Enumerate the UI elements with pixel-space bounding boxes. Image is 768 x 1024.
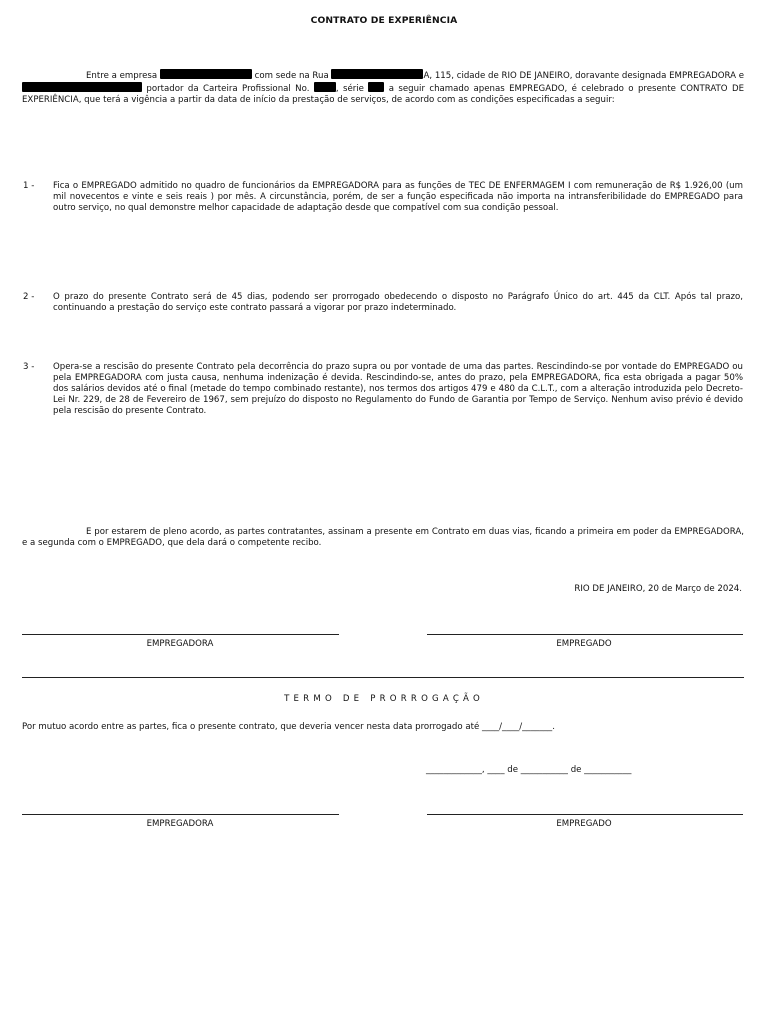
closing-paragraph [22, 527, 744, 549]
closing-text: E por estarem de pleno acordo, as partes contratantes, assinam a presente em Contrato em duas vias, ficando a primeira em poder da EMPREGADORA, e a segunda com o EMPREGADO, que dela dará o competente recibo. [22, 527, 744, 548]
redaction-bar [331, 69, 423, 79]
intro-text-6: a seguir chamado apenas EMPREGADO, é celebrado o presente CONTRATO DE EXPERIÊNCIA, que terá a vigência a partir da data de início da prestação de serviços, de acordo com as condições especificadas a seguir: [22, 84, 745, 105]
document-title: CONTRATO DE EXPERIÊNCIA [310, 15, 458, 26]
intro-text-4: portador da Carteira Profissional No. [146, 84, 310, 94]
extension-employee-label: EMPREGADO [556, 819, 612, 829]
date-line: RIO DE JANEIRO, 20 de Março de 2024. [574, 584, 742, 594]
redaction-bar [368, 82, 384, 92]
redaction-bar [22, 82, 142, 92]
clause-number-1: 1 - [23, 181, 35, 191]
clause-number-3: 3 - [23, 362, 35, 372]
intro-text-5: série [342, 84, 364, 94]
employer-signature-label: EMPREGADORA [146, 639, 214, 649]
clause-text-1: Fica o EMPREGADO admitido no quadro de funcionários da EMPREGADORA para as funções de TEC DE ENFERMAGEM I com remuneração de R$ 1.926,00 (um mil novecentos e vinte e seis reais ) por mês. A circunstância, porém, de ser a função especificada não importa na intransferibilidade do EMPREGADO para outro serviço, no qual demonstre melhor capacidade de adaptação desde que compatível com sua condição pessoal. [53, 181, 743, 213]
employer-signature-line [22, 634, 339, 635]
extension-employer-signature-line [22, 814, 339, 815]
clause-number-2: 2 - [23, 292, 35, 302]
redaction-bar [314, 82, 336, 92]
employee-signature-line [427, 634, 743, 635]
intro-text-3: A, 115, cidade de RIO DE JANEIRO, doravante designada EMPREGADORA e [423, 71, 745, 81]
extension-employee-signature-line [427, 814, 743, 815]
intro-text-1: Entre a empresa [86, 71, 158, 81]
redaction-bar [160, 69, 252, 79]
section-divider [22, 677, 744, 678]
intro-text-2: com sede na Rua [254, 71, 329, 81]
extension-employer-label: EMPREGADORA [146, 819, 214, 829]
extension-text: Por mutuo acordo entre as partes, fica o presente contrato, que deveria vencer nesta data prorrogado até ____/____/_______. [22, 722, 555, 732]
extension-heading: TERMO DE PRORROGAÇÃO [284, 694, 484, 704]
clause-text-2: O prazo do presente Contrato será de 45 dias, podendo ser prorrogado obedecendo o disposto no Parágrafo Único do art. 445 da CLT. Após tal prazo, continuando a prestação do serviço este contrato passará a vigorar por prazo indeterminado. [53, 292, 743, 313]
employee-signature-label: EMPREGADO [556, 639, 612, 649]
clause-text-3: Opera-se a rescisão do presente Contrato pela decorrência do prazo supra ou por vontade de uma das partes. Rescindindo-se por vontade do EMPREGADO ou pela EMPREGADORA com justa causa, nenhuma indenização é devida. Rescindindo-se, antes do prazo, pela EMPREGADORA, fica esta obrigada a pagar 50% dos salários devidos até o final (metade do tempo combinado restante), nos termos dos artigos 479 e 480 da C.L.T., com a alteração introduzida pelo Decreto-Lei Nr. 229, de 28 de Fevereiro de 1967, sem prejuízo do disposto no Regulamento do Fundo de Garantia por Tempo de Serviço. Nenhum aviso prévio é devido pela rescisão do presente Contrato. [53, 362, 743, 416]
extension-date-fill: _____________, ____ de ___________ de ___________ [426, 765, 632, 775]
intro-paragraph: Entre a empresa com sede na Rua A, 115, cidade de RIO DE JANEIRO, doravante designada EMPREGADORA e portador da Carteira Profissional No. , série a seguir chamado apenas EMPREGADO, é celebrado o presente CONTRATO DE EXPERIÊNCIA, que terá a vigência a partir da data de início da prestação de serviços, de acordo com as condições especificadas a seguir: [22, 71, 745, 105]
